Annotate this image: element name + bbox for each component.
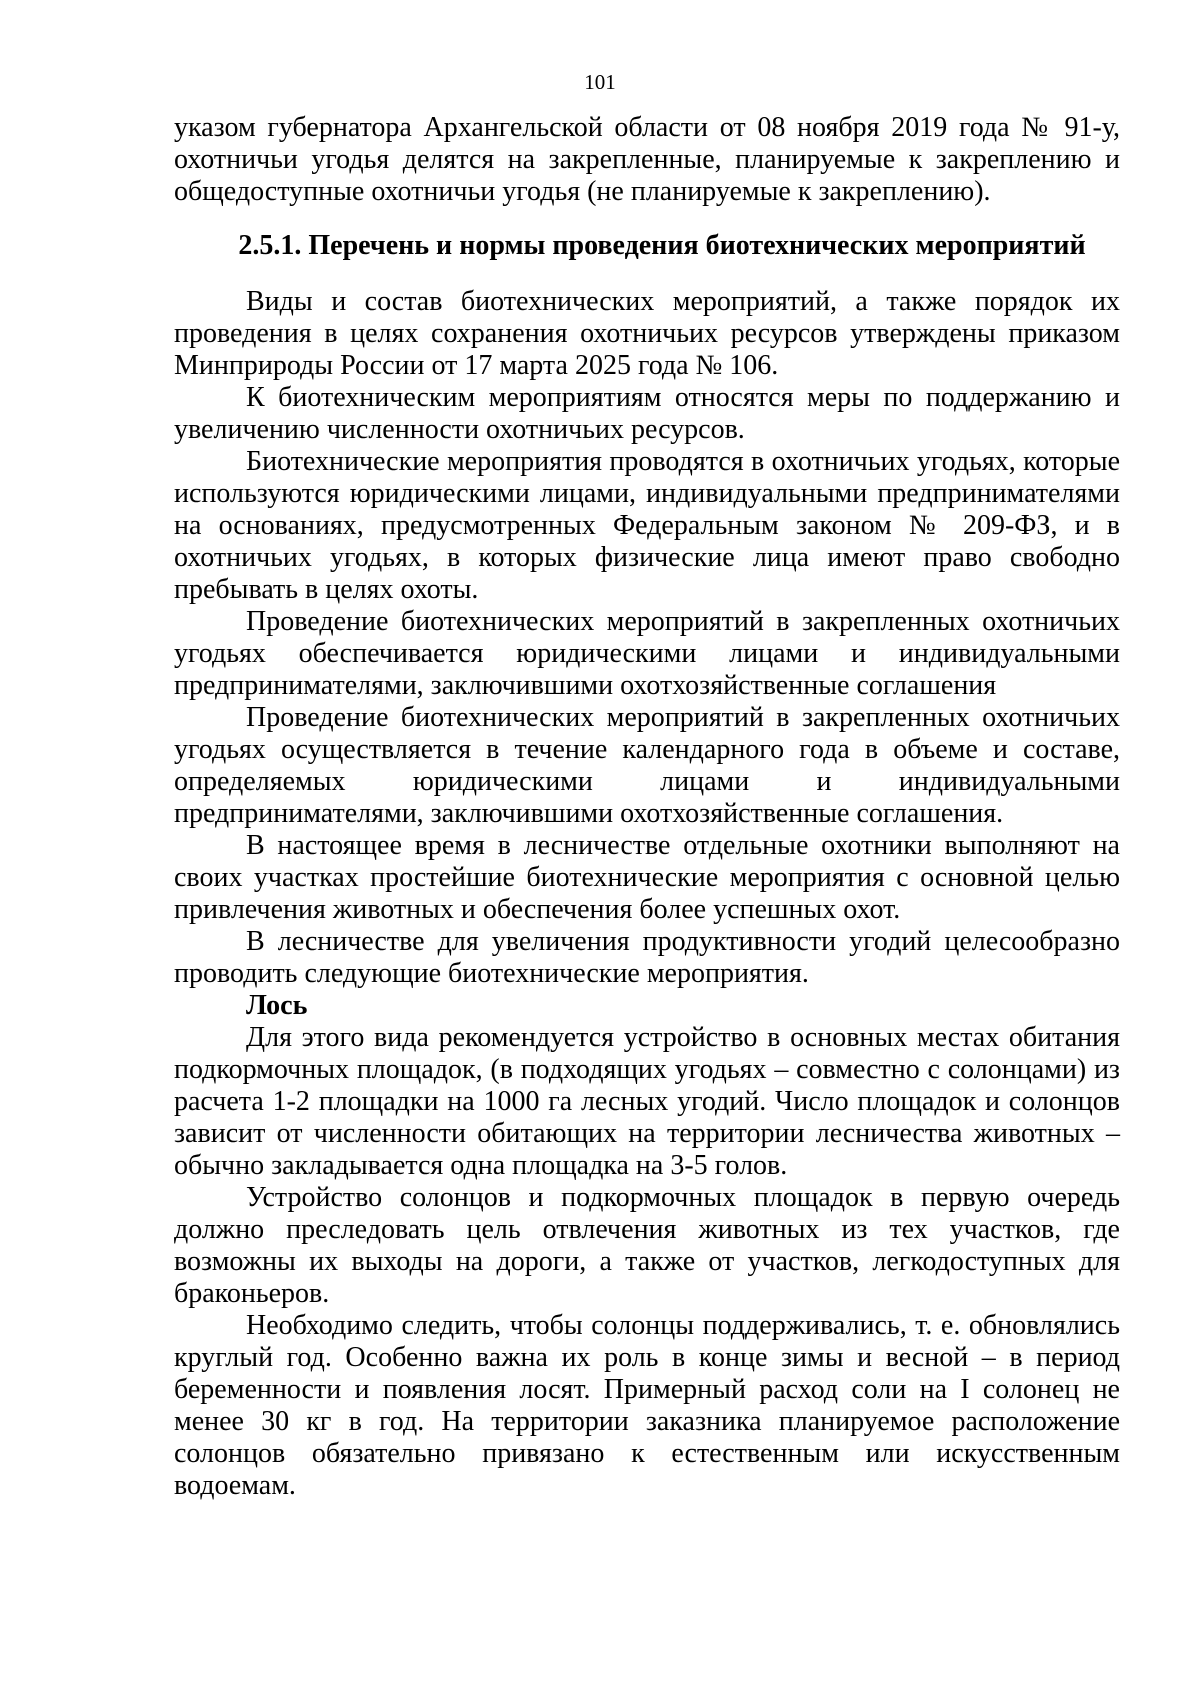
paragraph: Биотехнические мероприятия проводятся в охотничьих угодьях, которые используются юридическими лицами, индивидуальными предпринимателями на основаниях, предусмотренных Федеральным законом № 209-ФЗ, и в охотничьих угодьях, в которых физические лица имеют право свободно пребывать в целях охоты. <box>174 446 1120 605</box>
paragraph: В лесничестве для увеличения продуктивности угодий целесообразно проводить следующие биотехнические мероприятия. <box>174 926 1120 989</box>
paragraph-continuation: указом губернатора Архангельской области от 08 ноября 2019 года № 91-у, охотничьи угодья делятся на закрепленные, планируемые к закреплению и общедоступные охотничьи угодья (не планируемые к закреплению). <box>174 112 1120 207</box>
paragraph: Необходимо следить, чтобы солонцы поддерживались, т. е. обновлялись круглый год. Особенно важна их роль в конце зимы и весной – в период беременности и появления лосят. Примерный расход соли на I солонец не менее 30 кг в год. На территории заказника планируемое расположение солонцов обязательно привязано к естественным или искусственным водоемам. <box>174 1310 1120 1501</box>
paragraph: Проведение биотехнических мероприятий в закрепленных охотничьих угодьях осуществляется в течение календарного года в объеме и составе, определяемых юридическими лицами и индивидуальными предпринимателями, заключившими охотхозяйственные соглашения. <box>174 702 1120 829</box>
page-number: 101 <box>584 70 616 94</box>
paragraph: Виды и состав биотехнических мероприятий, а также порядок их проведения в целях сохранения охотничьих ресурсов утверждены приказом Минприроды России от 17 марта 2025 года № 106. <box>174 286 1120 381</box>
paragraph: Устройство солонцов и подкормочных площадок в первую очередь должно преследовать цель отвлечения животных из тех участков, где возможны их выходы на дороги, а также от участков, легкодоступных для браконьеров. <box>174 1182 1120 1309</box>
paragraph: В настоящее время в лесничестве отдельные охотники выполняют на своих участках простейшие биотехнические мероприятия с основной целью привлечения животных и обеспечения более успешных охот. <box>174 830 1120 925</box>
paragraph: К биотехническим мероприятиям относятся меры по поддержанию и увеличению численности охотничьих ресурсов. <box>174 382 1120 445</box>
section-heading: 2.5.1. Перечень и нормы проведения биотехнических мероприятий <box>238 230 1086 261</box>
species-subheading: Лось <box>246 990 308 1021</box>
document-body <box>174 112 1120 1502</box>
paragraph: Для этого вида рекомендуется устройство в основных местах обитания подкормочных площадок, (в подходящих угодьях – совместно с солонцами) из расчета 1-2 площадки на 1000 га лесных угодий. Число площадок и солонцов зависит от численности обитающих на территории лесничества животных – обычно закладывается одна площадка на 3-5 голов. <box>174 1022 1120 1181</box>
paragraph: Проведение биотехнических мероприятий в закрепленных охотничьих угодьях обеспечивается юридическими лицами и индивидуальными предпринимателями, заключившими охотхозяйственные соглашения <box>174 606 1120 701</box>
